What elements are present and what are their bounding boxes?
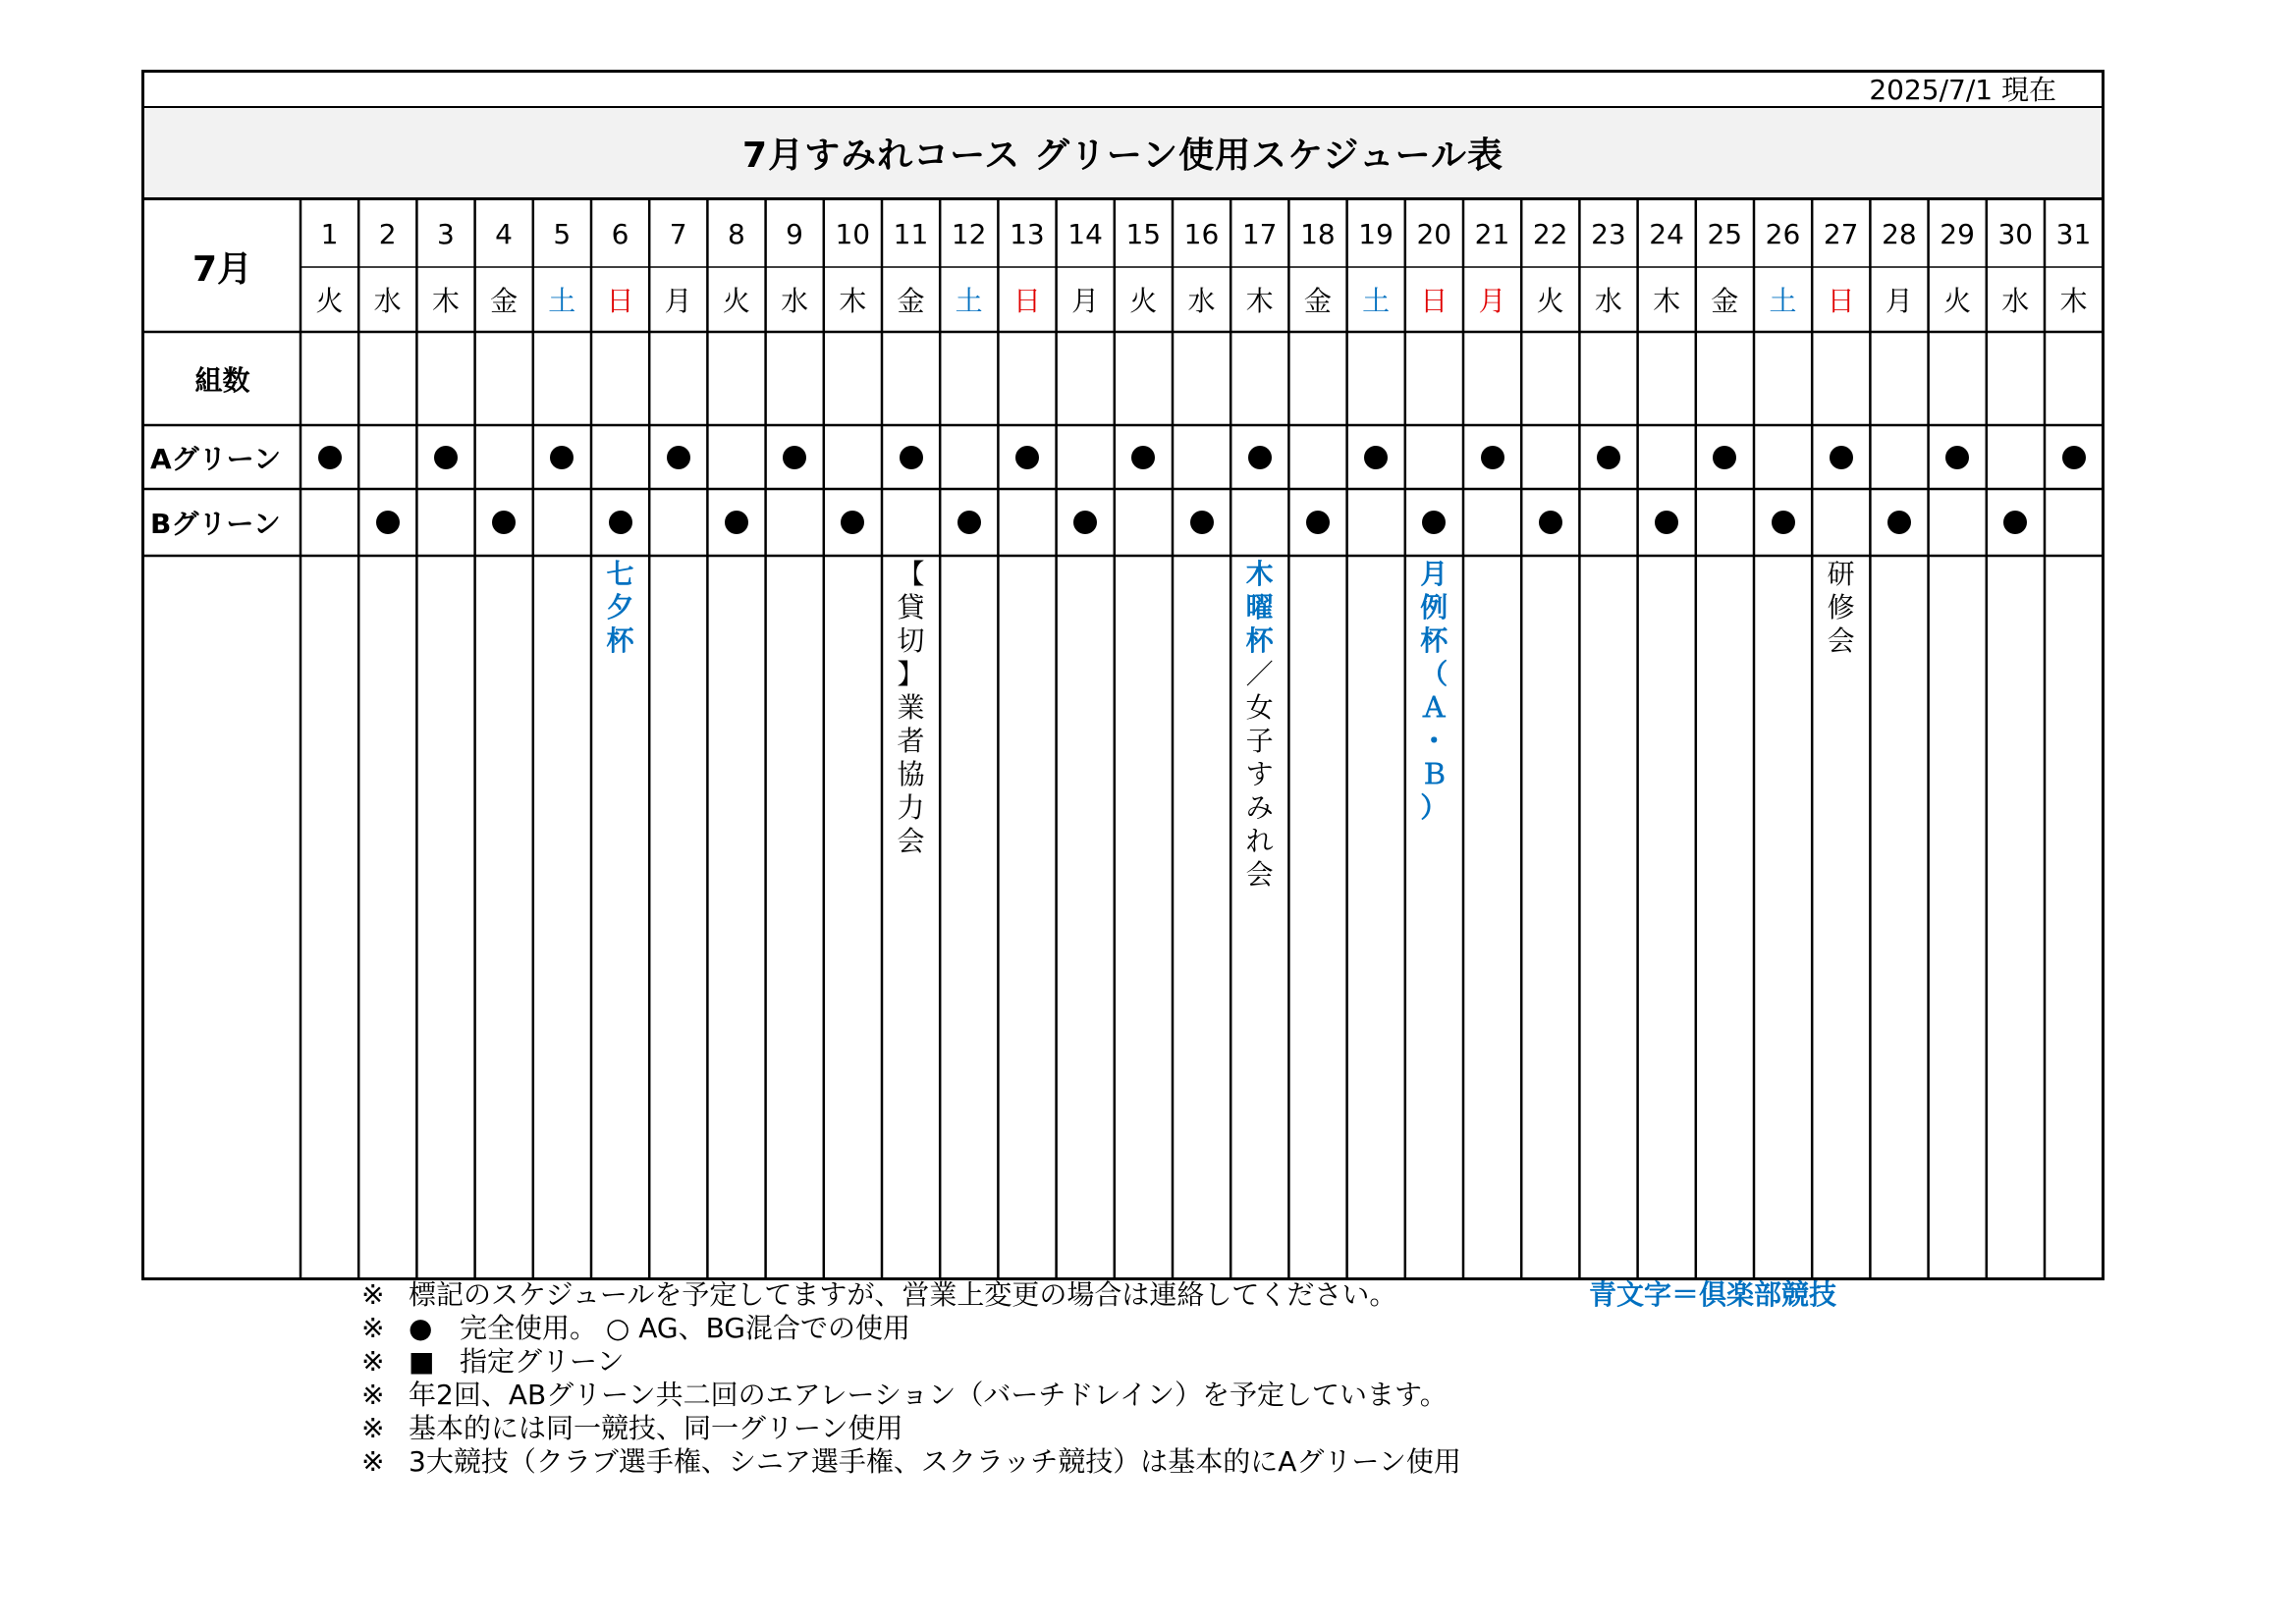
- b-green-dot: [1539, 511, 1562, 534]
- event-day-6: [591, 558, 649, 658]
- day-number: 28: [1882, 217, 1917, 250]
- a-green-dot: [1015, 446, 1039, 469]
- weekday-label: 日: [1827, 285, 1855, 317]
- day-number: 21: [1474, 217, 1510, 250]
- weekday-label: 月: [1478, 285, 1506, 317]
- groups-label: 組数: [194, 363, 250, 397]
- weekday-label: 金: [897, 285, 925, 317]
- day-number: 31: [2055, 217, 2092, 250]
- b-green-dot: [1772, 511, 1795, 534]
- note-line: [361, 1445, 1461, 1479]
- day-number: 17: [1241, 217, 1278, 250]
- weekday-label: 水: [781, 285, 809, 317]
- event-text: 七 夕 杯: [606, 558, 634, 657]
- weekday-label: 月: [1071, 285, 1100, 317]
- note-line: [361, 1345, 1461, 1379]
- day-number: 14: [1067, 217, 1103, 250]
- event-day-17: [1230, 558, 1288, 892]
- weekday-label: 土: [1362, 285, 1391, 317]
- note-mark: ※: [361, 1445, 385, 1478]
- a-green-dot: [1830, 446, 1853, 469]
- weekday-label: 日: [606, 285, 634, 317]
- legend-blue-text: 青文字＝倶楽部競技: [1589, 1278, 1837, 1311]
- b-green-dot: [1887, 511, 1911, 534]
- as-of-date: 2025/7/1 現在: [1869, 74, 2056, 106]
- a-green-label: Aグリーン: [150, 442, 282, 475]
- day-number: 20: [1416, 217, 1452, 250]
- day-number: 9: [786, 217, 803, 250]
- weekday-label: 火: [1536, 285, 1564, 317]
- event-day-11: [882, 558, 940, 858]
- day-number: 15: [1125, 217, 1162, 250]
- notes: [361, 1278, 1461, 1479]
- a-green-dot: [1945, 446, 1969, 469]
- a-green-dot: [2062, 446, 2086, 469]
- day-number: 13: [1010, 217, 1045, 250]
- weekday-label: 金: [1303, 285, 1332, 317]
- note-line: [361, 1278, 1461, 1312]
- filled-square-icon: ■: [409, 1345, 435, 1378]
- weekday-label: 火: [1943, 285, 1972, 317]
- note-text: 標記のスケジュールを予定してますが、営業上変更の場合は連絡してください。: [409, 1278, 1397, 1311]
- day-number: 6: [611, 217, 629, 250]
- note-text: 完全使用。 ○ AG、BG混合での使用: [460, 1312, 911, 1344]
- weekday-label: 水: [1187, 285, 1216, 317]
- schedule-sheet: [141, 70, 2105, 1280]
- weekday-label: 水: [2001, 285, 2030, 317]
- event-text: ／ 女 子 す み れ 会: [1245, 658, 1274, 891]
- month-label: 7月: [191, 248, 253, 290]
- event-text: 月 例 杯 （ Ａ ・ Ｂ ）: [1420, 558, 1449, 824]
- date-row: [144, 73, 2102, 108]
- a-green-dot: [550, 446, 574, 469]
- a-green-dot: [900, 446, 923, 469]
- a-green-dot: [1481, 446, 1504, 469]
- note-mark: ※: [361, 1345, 385, 1378]
- weekday-label: 金: [1711, 285, 1739, 317]
- b-green-dot: [492, 511, 516, 534]
- weekday-label: 木: [431, 285, 460, 317]
- day-number: 22: [1532, 217, 1568, 250]
- day-number: 25: [1707, 217, 1743, 250]
- day-number: 26: [1765, 217, 1801, 250]
- b-green-dot: [1655, 511, 1678, 534]
- weekday-label: 土: [1769, 285, 1797, 317]
- day-number: 3: [436, 217, 455, 250]
- a-green-dot: [1364, 446, 1388, 469]
- note-line: [361, 1412, 1461, 1445]
- weekday-label: 日: [1420, 285, 1449, 317]
- event-text: 研 修 会: [1827, 558, 1855, 657]
- title-row: [144, 108, 2102, 200]
- grid-lines: [144, 200, 2102, 1277]
- weekday-label: 土: [548, 285, 576, 317]
- event-text: 【 貸 切 】 業 者 協 力 会: [897, 558, 925, 857]
- day-number: 19: [1358, 217, 1394, 250]
- event-text: 木 曜 杯: [1245, 558, 1274, 657]
- weekday-label: 火: [315, 285, 344, 317]
- weekday-label: 日: [1012, 285, 1041, 317]
- a-green-dot: [1248, 446, 1272, 469]
- weekday-label: 火: [722, 285, 750, 317]
- a-green-dot: [667, 446, 690, 469]
- weekday-label: 水: [373, 285, 402, 317]
- page-title: 7月すみれコース グリーン使用スケジュール表: [742, 135, 1503, 176]
- weekday-label: 月: [664, 285, 692, 317]
- weekday-label: 木: [839, 285, 867, 317]
- weekday-label: 土: [955, 285, 983, 317]
- a-green-dot: [1131, 446, 1155, 469]
- a-green-dot: [318, 446, 342, 469]
- day-number: 11: [893, 217, 929, 250]
- a-green-dot: [1597, 446, 1620, 469]
- day-number: 27: [1823, 217, 1859, 250]
- weekday-label: 木: [2059, 285, 2088, 317]
- day-number: 1: [320, 217, 339, 250]
- note-line: [361, 1379, 1461, 1412]
- day-number: 8: [727, 217, 745, 250]
- note-line: [361, 1312, 1461, 1345]
- weekday-label: 金: [490, 285, 519, 317]
- note-text: 指定グリーン: [460, 1345, 625, 1378]
- day-number: 4: [495, 217, 513, 250]
- note-mark: ※: [361, 1312, 385, 1344]
- b-green-dot: [1190, 511, 1214, 534]
- b-green-dot: [609, 511, 632, 534]
- day-number: 29: [1940, 217, 1975, 250]
- note-mark: ※: [361, 1278, 385, 1311]
- weekday-label: 木: [1653, 285, 1681, 317]
- note-mark: ※: [361, 1412, 385, 1444]
- b-green-dot: [725, 511, 748, 534]
- b-green-dot: [1073, 511, 1097, 534]
- event-day-27: [1812, 558, 1870, 658]
- day-number: 18: [1300, 217, 1336, 250]
- b-green-dot: [1306, 511, 1330, 534]
- a-green-dot: [1713, 446, 1736, 469]
- schedule-grid: [144, 200, 2102, 1277]
- event-day-20: [1405, 558, 1463, 825]
- b-green-dot: [376, 511, 400, 534]
- day-number: 10: [835, 217, 871, 250]
- note-text: 3大競技（クラブ選手権、シニア選手権、スクラッチ競技）は基本的にAグリーン使用: [409, 1445, 1461, 1478]
- weekday-label: 水: [1594, 285, 1622, 317]
- day-number: 30: [1997, 217, 2034, 250]
- day-number: 7: [669, 217, 687, 250]
- day-number: 24: [1649, 217, 1684, 250]
- weekday-label: 月: [1885, 285, 1913, 317]
- a-green-dot: [434, 446, 458, 469]
- weekday-label: 火: [1129, 285, 1158, 317]
- a-green-dot: [783, 446, 806, 469]
- note-mark: ※: [361, 1379, 385, 1411]
- note-text: 年2回、ABグリーン共二回のエアレーション（バーチドレイン）を予定しています。: [409, 1379, 1448, 1411]
- b-green-label: Bグリーン: [150, 508, 281, 540]
- day-number: 2: [378, 217, 397, 250]
- b-green-dot: [957, 511, 981, 534]
- note-text: 基本的には同一競技、同一グリーン使用: [409, 1412, 903, 1444]
- day-number: 5: [553, 217, 572, 250]
- filled-circle-icon: ●: [409, 1312, 433, 1344]
- day-number: 12: [951, 217, 987, 250]
- day-number: 23: [1591, 217, 1626, 250]
- day-number: 16: [1183, 217, 1220, 250]
- weekday-label: 木: [1245, 285, 1274, 317]
